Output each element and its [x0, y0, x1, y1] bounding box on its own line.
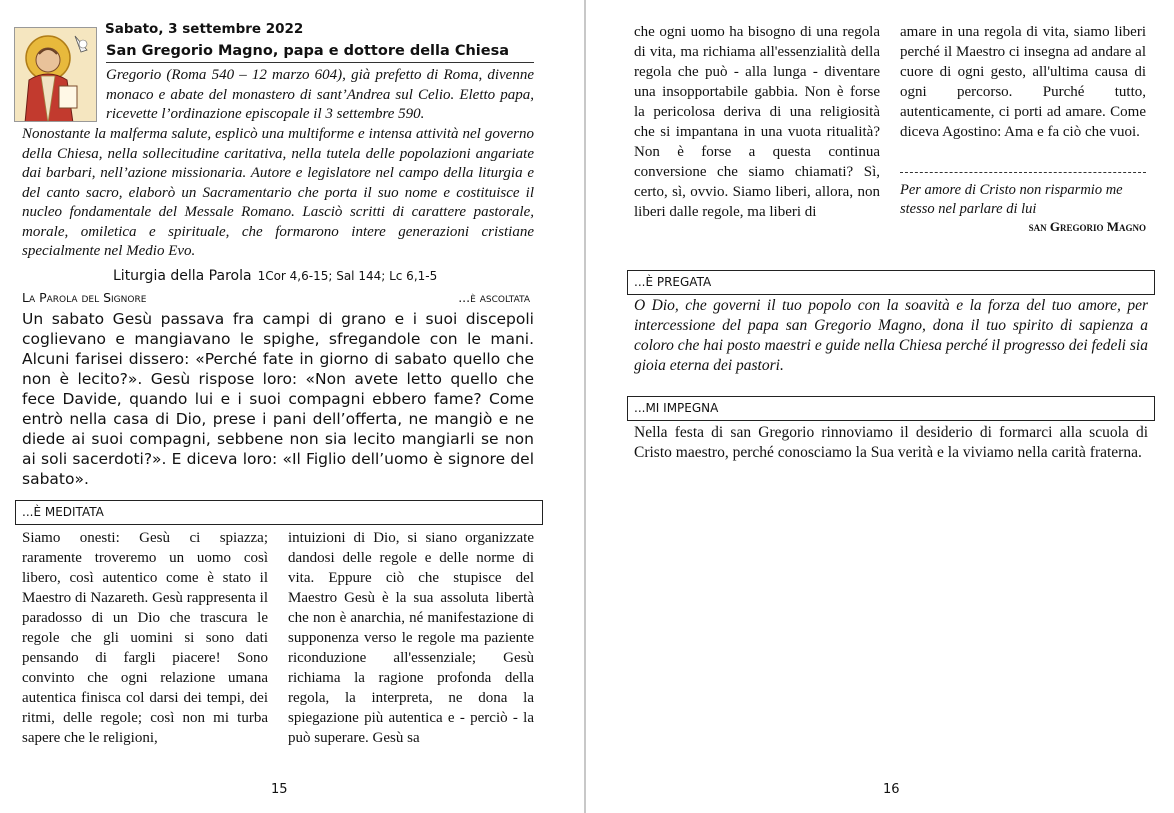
ascoltata-label: ...è ascoltata	[458, 290, 530, 305]
commitment-text: Nella festa di san Gregorio rinnoviamo il desiderio di formarci alla scuola di Cristo maestro, perché conosciamo la Sua verità e la viviamo nella carità fraterna.	[634, 424, 1148, 461]
word-of-lord-header	[22, 290, 530, 305]
saint-quote: Per amore di Cristo non risparmio me stesso nel parlare di lui	[900, 182, 1123, 217]
meditata-section-header: ...È MEDITATA	[15, 500, 543, 525]
word-header-label: La Parola del Signore	[22, 290, 147, 305]
page-number-right: 16	[883, 782, 900, 797]
quote-separator	[900, 172, 1146, 173]
saint-portrait-illustration	[15, 28, 97, 122]
pregata-section-header: ...È PREGATA	[627, 270, 1155, 295]
saint-icon-image	[14, 27, 97, 122]
liturgy-references: 1Cor 4,6-15; Sal 144; Lc 6,1-5	[257, 269, 438, 283]
saint-title: San Gregorio Magno, papa e dottore della Chiesa	[106, 40, 534, 63]
gospel-passage: Un sabato Gesù passava fra campi di grano e i suoi discepoli coglievano e mangiavano le spighe, sfregandole con le mani. Alcuni farisei dissero: «Perché fate in giorno di sabato quello che non è lecito?». Gesù rispose loro: «Non avete letto quello che fece Davide, quando lui e i suoi compagni ebbero fame? Come entrò nella casa di Dio, prese i pani dell’offerta, ne mangiò e ne diede ai suoi compagni, sebbene non sia lecito mangiarli se non ai soli sacerdoti?». E diceva loro: «Il Figlio dell’uomo è signore del sabato».	[22, 310, 534, 488]
meditation-column-2: intuizioni di Dio, si siano organizzate dandosi delle regole e delle norme di vita. Eppure ciò che stupisce del Maestro Gesù è la sua assoluta libertà che non è anarchia, né manifestazione di supponenza verso le regole ma paziente riconduzione all'essenziale; Gesù richiama la ragione profonda della regola, la interpreta, ne dona la spiegazione più autentica e - perciò - la può superare. Gesù sa	[288, 530, 534, 746]
saint-bio-intro: Gregorio (Roma 540 – 12 marzo 604), già prefetto di Roma, divenne monaco e abate del monastero di sant’Andrea sul Celio. Eletto papa, ricevette l’ordinazione episcopale il 3 settembre 590.	[106, 67, 534, 122]
liturgy-label: Liturgia della Parola	[113, 268, 252, 284]
quote-author: san Gregorio Magno	[1028, 219, 1146, 234]
date-heading: Sabato, 3 settembre 2022	[105, 21, 304, 37]
prayer-text: O Dio, che governi il tuo popolo con la soavità e la forza del tuo amore, per intercessione del papa san Gregorio Magno, dona il tuo spirito di sapienza a coloro che hai posto maestri e guide nella Chiesa perché il progresso dei fedeli sia gioia eterna dei pastori.	[634, 297, 1148, 374]
meditation-column-1: Siamo onesti: Gesù ci spiazza; raramente troveremo un uomo così libero, così autentico come è stato il Maestro di Nazareth. Gesù rappresenta il paradosso di un Dio che trascura le regole che gli uomini si sono dati pensando di fargli piacere! Sono convinto che ogni relazione umana autentica finisca col darsi dei tempi, dei ritmi, delle regole; così non mi turba sapere che le religioni,	[22, 530, 268, 746]
saint-bio-continued: Nonostante la malferma salute, esplicò una multiforme e intensa attività nel governo della Chiesa, nella sollecitudine caritativa, nella tutela delle popolazioni angariate dai barbari, nell’azione missionaria. Autore e legislatore nel campo della liturgia e del canto sacro, elaborò un Sacramentario che porta il suo nome e costituisce il nucleo fondamentale del Messale Romano. Lasciò scritti di carattere pastorale, morale, omiletica e spirituale, che formarono intere generazioni cristiane specialmente nel Medio Evo.	[22, 126, 534, 259]
meditation-column-3: che ogni uomo ha bisogno di una regola di vita, ma richiama all'essenzialità della regola che può - alla lunga - diventare una insopportabile gabbia. Non è forse la pericolosa deriva di una religiosità che si impantana in una vuota ritualità? Non è forse a questa continua conversione che siamo chiamati? Sì, certo, sì, ovvio. Siamo liberi, allora, non liberi dalle regole, ma liberi di	[634, 24, 880, 220]
page-number-left: 15	[271, 782, 288, 797]
liturgy-heading	[113, 268, 437, 284]
page-divider	[584, 0, 586, 813]
meditation-column-4: amare in una regola di vita, siamo liberi perché il Maestro ci insegna ad andare al cuore di ogni gesto, all'ultima causa di ogni percorso. Purché tutto, autenticamente, ci porti ad amare. Come diceva Agostino: Ama e fa ciò che vuoi.	[900, 24, 1146, 140]
impegna-section-header: ...MI IMPEGNA	[627, 396, 1155, 421]
